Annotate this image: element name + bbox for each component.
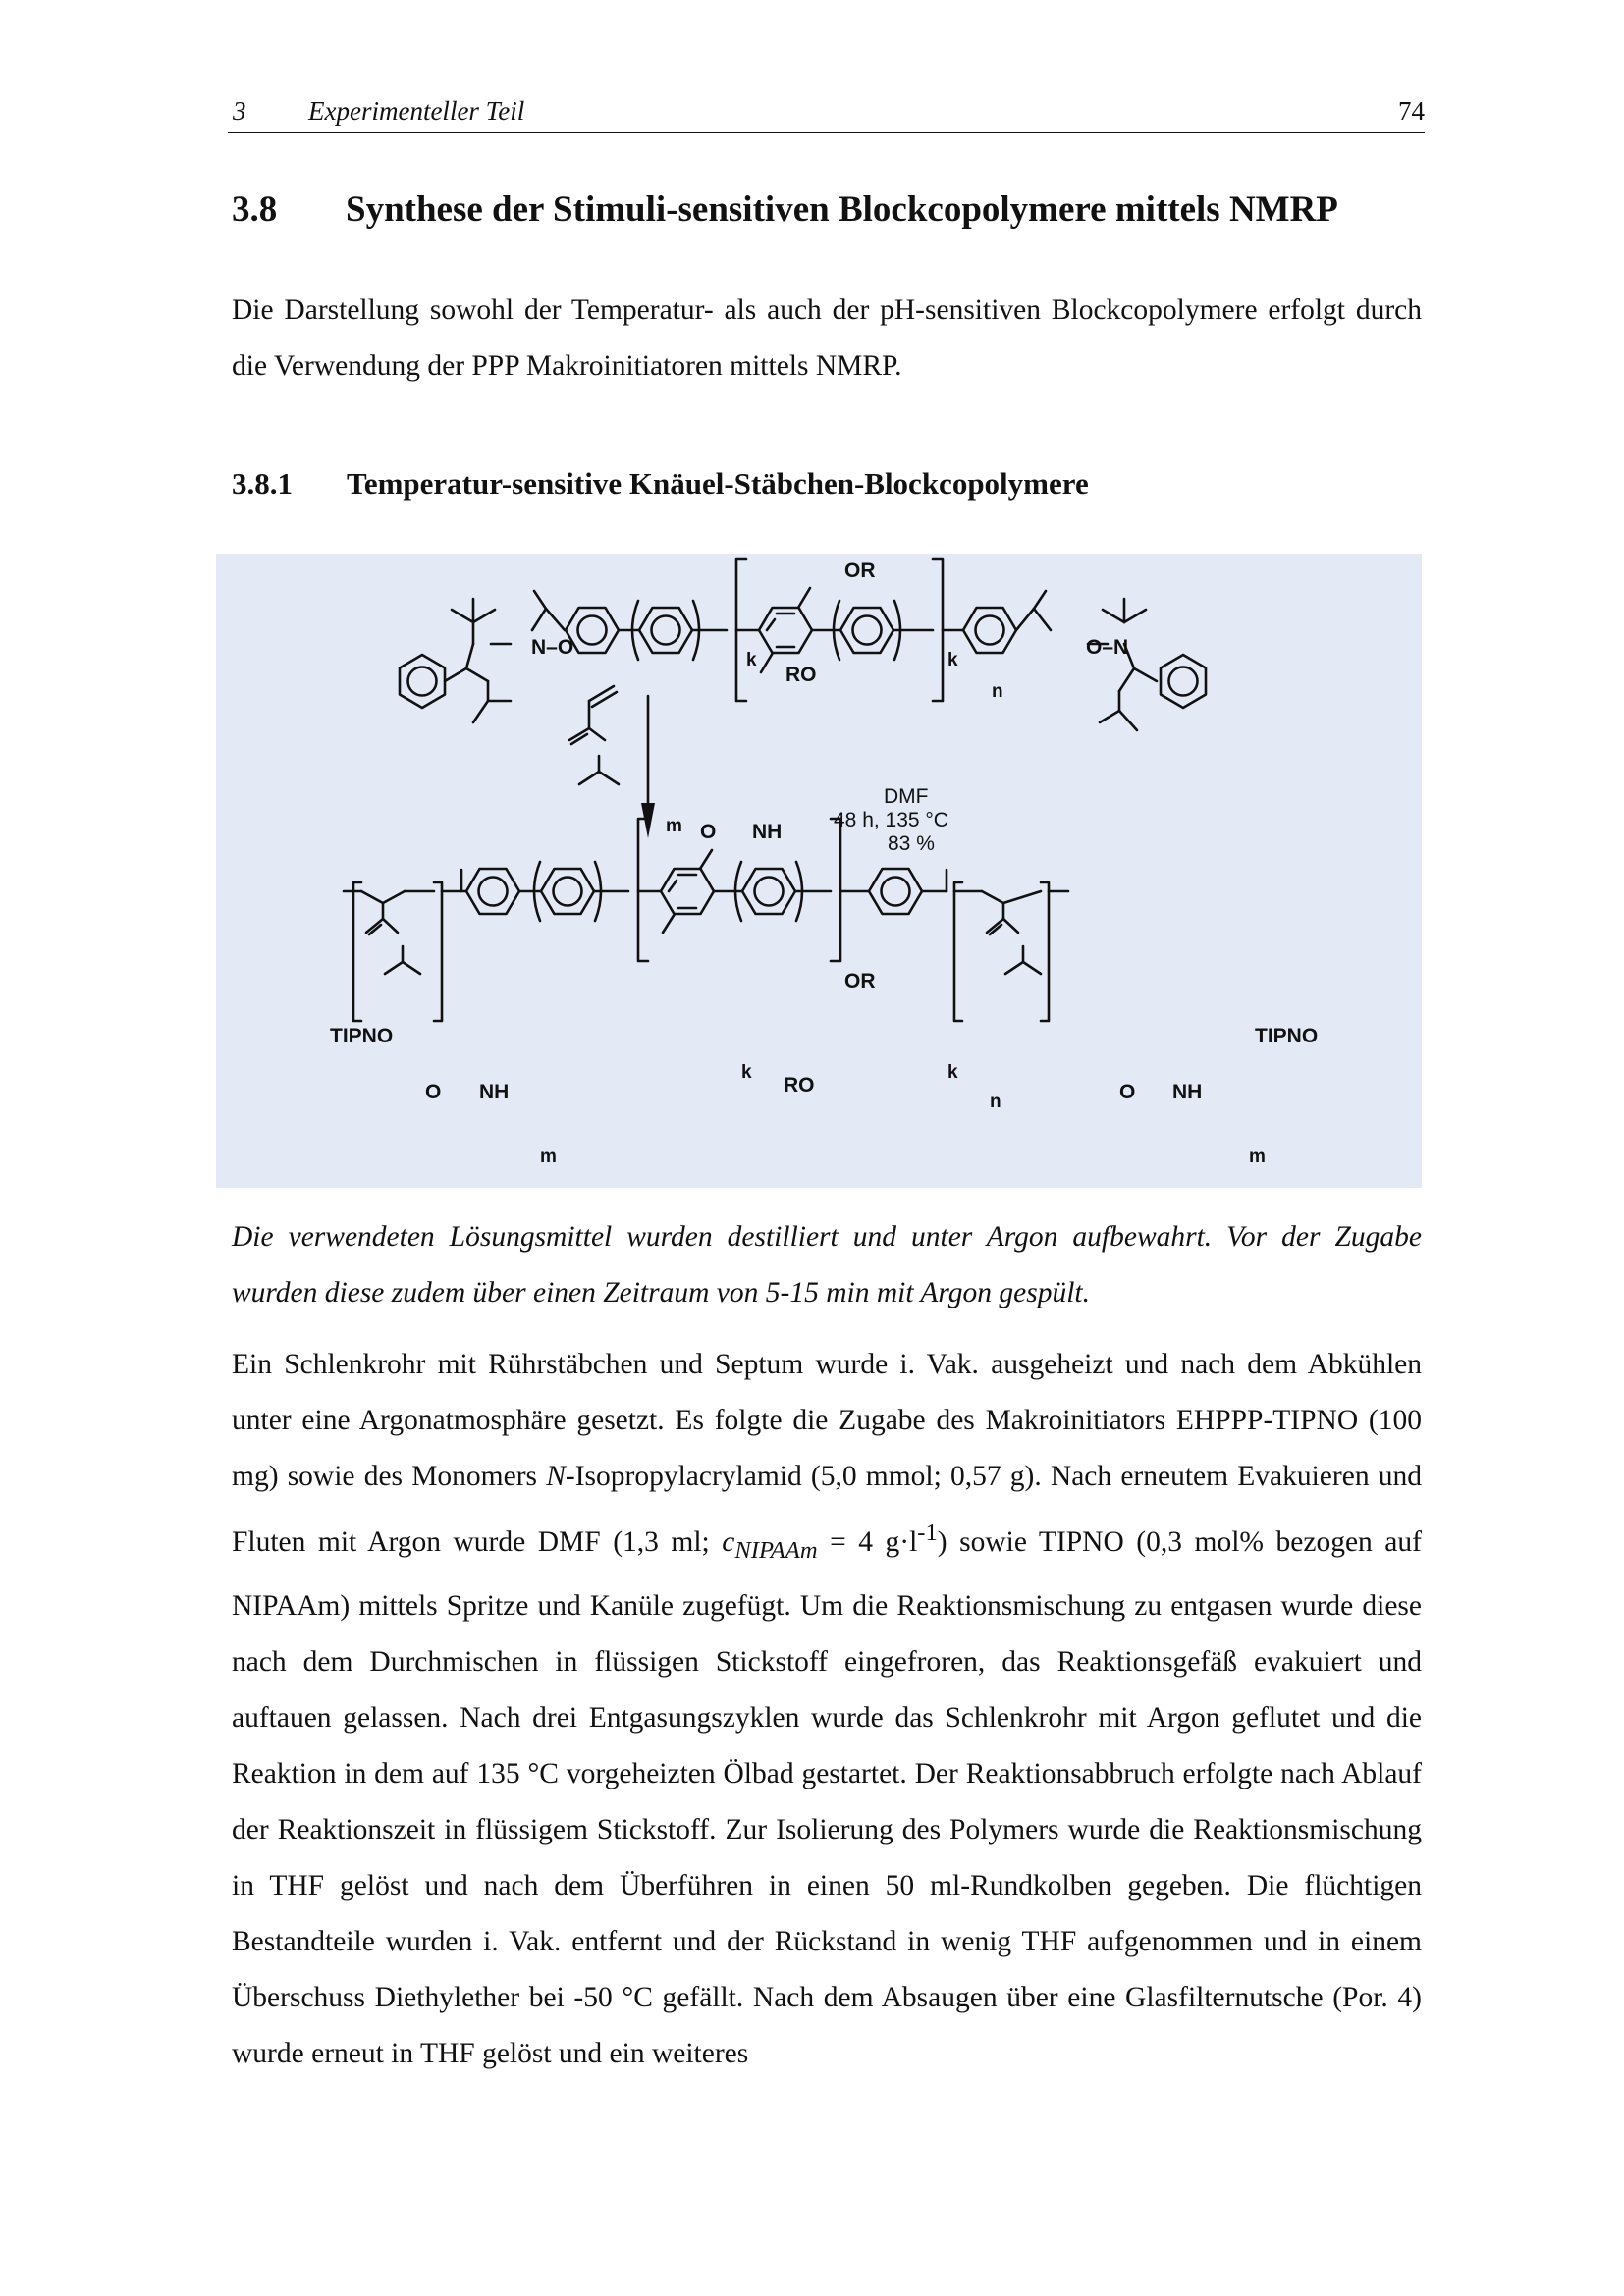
procedure-part-3: = 4 g·l — [817, 1525, 918, 1558]
label-or-top: OR — [844, 560, 876, 582]
procedure-paragraph — [232, 1337, 1422, 2082]
label-m-left: m — [540, 1147, 557, 1167]
reaction-scheme-drawing — [216, 554, 1422, 1188]
condition-yield: 83 % — [888, 832, 935, 855]
label-n-bottom: n — [990, 1092, 1001, 1112]
concentration-symbol — [722, 1525, 818, 1564]
running-header-title: Experimenteller Teil — [308, 96, 525, 126]
subsection-number: 3.8.1 — [232, 466, 293, 501]
label-nh-right: NH — [1172, 1081, 1203, 1103]
solvent-note-text: Die verwendeten Lösungsmittel wurden destilliert und unter Argon aufbewahrt. Vor der Zugabe wurden diese zudem über einen Zeitraum von 5-15 min mit Argon gespült. — [232, 1221, 1422, 1308]
label-tipno-left: TIPNO — [330, 1025, 394, 1047]
unit-exponent: -1 — [917, 1520, 938, 1546]
label-k1-top: k — [746, 650, 757, 670]
label-o-n: O–N — [1086, 636, 1129, 659]
label-o-left: O — [425, 1081, 442, 1103]
subsection-title: Temperatur-sensitive Knäuel-Stäbchen-Blockcopolymere — [347, 466, 1089, 501]
label-n-o: N–O — [531, 636, 574, 659]
macroinitiator-structure — [400, 559, 1206, 730]
monomer-structure — [569, 686, 619, 784]
condition-solvent: DMF — [884, 785, 929, 808]
c-symbol: c — [722, 1525, 735, 1558]
label-n-top: n — [992, 681, 1003, 702]
label-k2-top: k — [947, 650, 958, 670]
procedure-part-4: ) sowie TIPNO (0,3 mol% bezogen auf NIPAAm) mittels Spritze und Kanüle zugefügt. Um die Reaktionsmischung zu entgasen wurde diese nach dem Durchmischen in flüssigen Stickstoff eingefroren, das Reaktionsgefäß evakuiert und auftauen gelassen. Nach drei Entgasungszyklen wurde das Schlenkrohr mit Argon geflutet und die Reaktion in dem auf 135 °C vorgeheizten Ölbad gestartet. Der Reaktionsabbruch erfolgte nach Ablauf der Reaktionszeit in flüssigem Stickstoff. Zur Isolierung des Polymers wurde die Reaktionsmischung in THF gelöst und nach dem Überführen in einen 50 ml-Rundkolben gegeben. Die flüchtigen Bestandteile wurden i. Vak. entfernt und der Rückstand in wenig THF aufgenommen und in einem Überschuss Diethylether bei -50 °C gefällt. Nach dem Absaugen über eine Glasfilternutsche (Por. 4) wurde erneut in THF gelöst und ein weiteres — [232, 1525, 1422, 2069]
procedure-part-2: -Isopropylacrylamid (5,0 mmol; 0,57 g). Nach erneutem Evakuieren und Fluten mit Argon wurde DMF (1,3 ml; — [232, 1461, 1422, 1558]
label-tipno-right: TIPNO — [1255, 1025, 1319, 1047]
label-o-right: O — [1119, 1081, 1136, 1103]
reaction-scheme — [216, 554, 1422, 1188]
procedure-part-1: Ein Schlenkrohr mit Rührstäbchen und Septum wurde i. Vak. ausgeheizt und nach dem Abkühlen unter eine Argonatmosphäre gesetzt. Es folgte die Zugabe des Makroinitiators EHPPP-TIPNO (100 mg) sowie des Monomers — [232, 1349, 1422, 1492]
label-ro-top: RO — [785, 664, 817, 686]
intro-paragraph — [232, 283, 1422, 395]
header-rule — [228, 132, 1425, 133]
n-prefix: N — [546, 1461, 566, 1492]
label-m-monomer: m — [666, 816, 682, 836]
reaction-arrow — [641, 696, 655, 838]
label-k1-bottom: k — [741, 1062, 752, 1083]
condition-time-temp: 48 h, 135 °C — [834, 809, 948, 831]
label-o-monomer: O — [700, 821, 717, 843]
page-number: 74 — [1398, 96, 1425, 126]
section-title: Synthese der Stimuli-sensitiven Blockcopolymere mittels NMRP — [346, 189, 1338, 230]
solvent-note — [232, 1209, 1422, 1321]
label-m-right: m — [1249, 1147, 1266, 1167]
running-header-chapter: 3 — [233, 96, 246, 126]
label-k2-bottom: k — [947, 1062, 958, 1083]
section-number: 3.8 — [232, 189, 278, 230]
label-nh-left: NH — [479, 1081, 510, 1103]
label-nh-monomer: NH — [752, 821, 783, 843]
label-or-bottom: OR — [844, 970, 876, 992]
block-copolymer-structure — [344, 819, 1068, 1021]
intro-text: Die Darstellung sowohl der Temperatur- als auch der pH-sensitiven Blockcopolymere erfolgt durch die Verwendung der PPP Makroinitiatoren mittels NMRP. — [232, 294, 1422, 382]
c-subscript: NIPAAm — [734, 1536, 818, 1564]
label-ro-bottom: RO — [784, 1074, 815, 1096]
procedure-text — [232, 1337, 1422, 2082]
